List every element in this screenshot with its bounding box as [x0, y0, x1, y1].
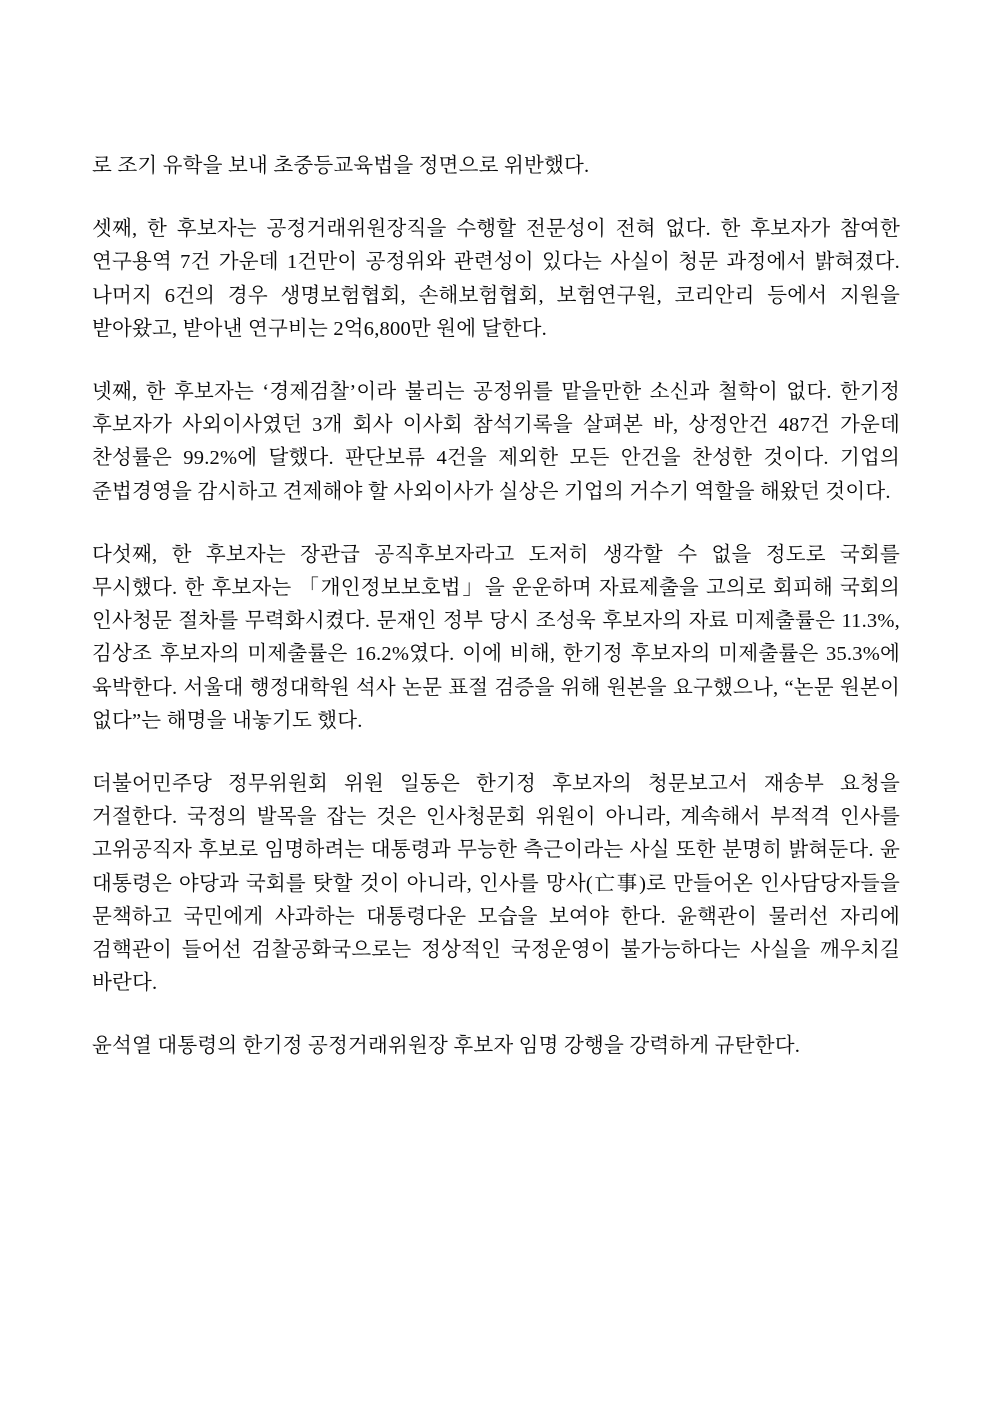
- paragraph: 넷째, 한 후보자는 ‘경제검찰’이라 불리는 공정위를 맡을만한 소신과 철학이 없다. 한기정 후보자가 사외이사였던 3개 회사 이사회 참석기록을 살펴본 바, 상정안건 487건 가운데 찬성률은 99.2%에 달했다. 판단보류 4건을 제외한 모든 안건을 찬성한 것이다. 기업의 준법경영을 감시하고 견제해야 할 사외이사가 실상은 기업의 거수기 역할을 해왔던 것이다.: [92, 381, 900, 503]
- document-body: [92, 150, 900, 1064]
- paragraph: 윤석열 대통령의 한기정 공정거래위원장 후보자 임명 강행을 강력하게 규탄한다.: [92, 1035, 801, 1058]
- paragraph: 다섯째, 한 후보자는 장관급 공직후보자라고 도저히 생각할 수 없을 정도로 국회를 무시했다. 한 후보자는 「개인정보보호법」을 운운하며 자료제출을 고의로 회피해 국회의 인사청문 절차를 무력화시켰다. 문재인 정부 당시 조성욱 후보자의 자료 미제출률은 11.3%, 김상조 후보자의 미제출률은 16.2%였다. 이에 비해, 한기정 후보자의 미제출률은 35.3%에 육박한다. 서울대 행정대학원 석사 논문 표절 검증을 위해 원본을 요구했으나, “논문 원본이 없다”는 해명을 내놓기도 했다.: [92, 543, 900, 732]
- paragraph: 셋째, 한 후보자는 공정거래위원장직을 수행할 전문성이 전혀 없다. 한 후보자가 참여한 연구용역 7건 가운데 1건만이 공정위와 관련성이 있다는 사실이 청문 과정에서 밝혀졌다. 나머지 6건의 경우 생명보험협회, 손해보험협회, 보험연구원, 코리안리 등에서 지원을 받아왔고, 받아낸 연구비는 2억6,800만 원에 달한다.: [92, 218, 900, 340]
- paragraph: 로 조기 유학을 보내 초중등교육법을 정면으로 위반했다.: [92, 155, 590, 177]
- paragraph: 더불어민주당 정무위원회 위원 일동은 한기정 후보자의 청문보고서 재송부 요청을 거절한다. 국정의 발목을 잡는 것은 인사청문회 위원이 아니라, 계속해서 부적격 인사를 고위공직자 후보로 임명하려는 대통령과 무능한 측근이라는 사실 또한 분명히 밝혀둔다. 윤 대통령은 야당과 국회를 탓할 것이 아니라, 인사를 망사(亡事)로 만들어온 인사담당자들을 문책하고 국민에게 사과하는 대통령다운 모습을 보여야 한다. 윤핵관이 물러선 자리에 검핵관이 들어선 검찰공화국으로는 정상적인 국정운영이 불가능하다는 사실을 깨우치길 바란다.: [92, 773, 900, 995]
